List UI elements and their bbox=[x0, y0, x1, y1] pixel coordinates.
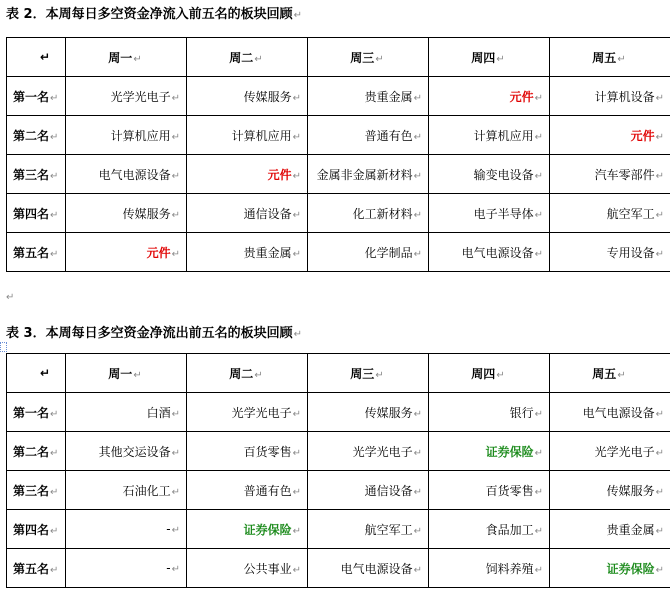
column-header bbox=[308, 354, 429, 393]
sector-name: 白酒 bbox=[146, 405, 171, 420]
sector-cell bbox=[308, 77, 429, 116]
sector-name: 传媒服务 bbox=[364, 405, 413, 420]
sector-cell bbox=[66, 233, 187, 272]
column-header-label: 周五 bbox=[592, 366, 617, 381]
sector-name: 光学光电子 bbox=[352, 444, 413, 459]
sector-cell bbox=[429, 393, 550, 432]
sector-cell bbox=[550, 393, 670, 432]
table3-caption-text: 表 3．本周每日多空资金净流出前五名的板块回顾 bbox=[6, 326, 293, 341]
sector-name: 航空军工 bbox=[364, 522, 413, 537]
sector-cell bbox=[550, 116, 670, 155]
rank-label: 第四名 bbox=[13, 206, 50, 221]
paragraph-mark-icon: ↵ bbox=[413, 447, 422, 459]
sector-cell bbox=[66, 510, 187, 549]
paragraph-mark-icon: ↵ bbox=[171, 564, 180, 575]
paragraph-mark-icon: ↵ bbox=[171, 92, 180, 104]
sector-cell bbox=[550, 471, 670, 510]
column-header-label: 周三 bbox=[350, 366, 375, 381]
sector-cell bbox=[66, 393, 187, 432]
paragraph-mark-icon: ↵ bbox=[293, 329, 302, 340]
rank-cell bbox=[7, 77, 66, 116]
paragraph-mark-icon: ↵ bbox=[534, 447, 543, 459]
sector-cell bbox=[66, 549, 187, 588]
sector-cell bbox=[66, 194, 187, 233]
table-row bbox=[7, 194, 670, 233]
paragraph-mark-icon: ↵ bbox=[655, 486, 664, 498]
paragraph-mark-icon: ↵ bbox=[50, 486, 59, 498]
sector-name: 电子半导体 bbox=[473, 206, 534, 221]
sector-cell bbox=[550, 432, 670, 471]
paragraph-mark-icon: ↵ bbox=[50, 447, 59, 459]
sector-name: 光学光电子 bbox=[110, 89, 171, 104]
paragraph-mark-icon: ↵ bbox=[534, 564, 543, 576]
sector-name: - bbox=[166, 522, 171, 536]
sector-name: 电气电源设备 bbox=[582, 405, 655, 420]
paragraph-mark-icon: ↵ bbox=[413, 525, 422, 537]
paragraph-mark-icon: ↵ bbox=[50, 408, 59, 420]
paragraph-mark-icon: ↵ bbox=[50, 248, 59, 260]
sector-name: 石油化工 bbox=[122, 483, 171, 498]
table2-caption-text: 表 2．本周每日多空资金净流入前五名的板块回顾 bbox=[6, 7, 293, 22]
paragraph-mark-icon: ↵ bbox=[617, 53, 626, 65]
table-row bbox=[7, 432, 670, 471]
outflow-table bbox=[6, 353, 670, 588]
sector-name: 计算机应用 bbox=[473, 128, 534, 143]
sector-cell bbox=[429, 155, 550, 194]
corner-cell: ↵ bbox=[7, 354, 66, 393]
column-header bbox=[187, 38, 308, 77]
paragraph-mark-icon: ↵ bbox=[171, 447, 180, 459]
paragraph-mark-icon: ↵ bbox=[171, 248, 180, 260]
paragraph-mark-icon: ↵ bbox=[534, 248, 543, 260]
paragraph-mark-icon: ↵ bbox=[50, 170, 59, 182]
column-header bbox=[66, 38, 187, 77]
sector-cell bbox=[66, 155, 187, 194]
sector-name: 贵重金属 bbox=[243, 245, 292, 260]
column-header-label: 周二 bbox=[229, 50, 254, 65]
paragraph-mark-icon: ↵ bbox=[292, 170, 301, 182]
sector-cell bbox=[308, 233, 429, 272]
paragraph-mark-icon: ↵ bbox=[655, 447, 664, 459]
sector-cell bbox=[308, 471, 429, 510]
paragraph-mark-icon: ↵ bbox=[50, 92, 59, 104]
column-header bbox=[429, 354, 550, 393]
paragraph-mark-icon: ↵ bbox=[50, 131, 59, 143]
sector-name: 航空军工 bbox=[606, 206, 655, 221]
sector-name: 其他交运设备 bbox=[98, 444, 171, 459]
column-header-label: 周四 bbox=[471, 366, 496, 381]
table-row bbox=[7, 155, 670, 194]
sector-name: 汽车零部件 bbox=[594, 167, 655, 182]
column-header-label: 周一 bbox=[108, 50, 133, 65]
paragraph-mark-icon: ↵ bbox=[534, 209, 543, 221]
paragraph-mark-icon: ↵ bbox=[292, 525, 301, 537]
sector-cell bbox=[429, 233, 550, 272]
rank-label: 第二名 bbox=[13, 444, 50, 459]
sector-cell bbox=[550, 549, 670, 588]
rank-label: 第二名 bbox=[13, 128, 50, 143]
paragraph-mark-icon: ↵ bbox=[534, 525, 543, 537]
sector-name: 元件 bbox=[267, 167, 292, 182]
sector-name: 普通有色 bbox=[243, 483, 292, 498]
sector-cell bbox=[550, 77, 670, 116]
column-header-label: 周二 bbox=[229, 366, 254, 381]
paragraph-mark-icon: ↵ bbox=[534, 92, 543, 104]
rank-cell bbox=[7, 233, 66, 272]
paragraph-mark-icon: ↵ bbox=[171, 209, 180, 221]
sector-cell bbox=[550, 194, 670, 233]
table-row bbox=[7, 510, 670, 549]
sector-name: 计算机设备 bbox=[594, 89, 655, 104]
paragraph-mark-icon: ↵ bbox=[292, 248, 301, 260]
rank-label: 第四名 bbox=[13, 522, 50, 537]
column-header-label: 周五 bbox=[592, 50, 617, 65]
sector-name: 证券保险 bbox=[606, 561, 655, 576]
sector-name: 计算机应用 bbox=[231, 128, 292, 143]
sector-name: 通信设备 bbox=[364, 483, 413, 498]
paragraph-mark-icon: ↵ bbox=[496, 369, 505, 381]
paragraph-mark-icon: ↵ bbox=[655, 525, 664, 537]
column-header bbox=[308, 38, 429, 77]
sector-name: 通信设备 bbox=[243, 206, 292, 221]
sector-name: 元件 bbox=[146, 245, 171, 260]
sector-name: 百货零售 bbox=[243, 444, 292, 459]
sector-cell bbox=[308, 510, 429, 549]
sector-cell bbox=[187, 549, 308, 588]
sector-cell bbox=[550, 155, 670, 194]
sector-cell bbox=[187, 233, 308, 272]
paragraph-mark-icon: ↵ bbox=[171, 170, 180, 182]
rank-label: 第一名 bbox=[13, 89, 50, 104]
paragraph-mark-icon: ↵ bbox=[655, 248, 664, 260]
table-anchor-icon bbox=[0, 342, 7, 352]
sector-cell bbox=[187, 77, 308, 116]
paragraph-mark-icon: ↵ bbox=[617, 369, 626, 381]
paragraph-mark-icon: ↵ bbox=[50, 564, 59, 576]
sector-cell bbox=[187, 393, 308, 432]
paragraph-mark-icon: ↵ bbox=[171, 408, 180, 420]
column-header-label: 周四 bbox=[471, 50, 496, 65]
column-header-label: 周三 bbox=[350, 50, 375, 65]
paragraph-mark-icon: ↵ bbox=[292, 486, 301, 498]
paragraph-mark-icon: ↵ bbox=[413, 131, 422, 143]
sector-name: 元件 bbox=[630, 128, 655, 143]
rank-cell bbox=[7, 432, 66, 471]
paragraph-mark-icon: ↵ bbox=[413, 209, 422, 221]
column-header bbox=[550, 38, 670, 77]
sector-name: 专用设备 bbox=[606, 245, 655, 260]
rank-label: 第三名 bbox=[13, 483, 50, 498]
paragraph-mark-icon: ↵ bbox=[375, 369, 384, 381]
rank-cell bbox=[7, 194, 66, 233]
rank-cell bbox=[7, 471, 66, 510]
sector-name: 光学光电子 bbox=[231, 405, 292, 420]
sector-name: 传媒服务 bbox=[243, 89, 292, 104]
paragraph-mark-icon: ↵ bbox=[6, 292, 15, 303]
sector-cell bbox=[429, 432, 550, 471]
table2-caption bbox=[6, 6, 302, 25]
paragraph-mark-icon: ↵ bbox=[413, 564, 422, 576]
paragraph-mark-icon: ↵ bbox=[413, 486, 422, 498]
paragraph-mark-icon: ↵ bbox=[375, 53, 384, 65]
rank-cell bbox=[7, 510, 66, 549]
paragraph-mark-icon: ↵ bbox=[292, 209, 301, 221]
table-row bbox=[7, 393, 670, 432]
paragraph-mark-icon: ↵ bbox=[413, 92, 422, 104]
sector-name: 百货零售 bbox=[485, 483, 534, 498]
header-row bbox=[7, 354, 670, 393]
sector-cell bbox=[308, 116, 429, 155]
sector-cell bbox=[187, 194, 308, 233]
sector-name: 传媒服务 bbox=[122, 206, 171, 221]
paragraph-mark-icon: ↵ bbox=[655, 564, 664, 576]
sector-name: 电气电源设备 bbox=[98, 167, 171, 182]
sector-name: 银行 bbox=[509, 405, 534, 420]
rank-cell bbox=[7, 549, 66, 588]
column-header bbox=[187, 354, 308, 393]
inflow-table bbox=[6, 37, 670, 272]
paragraph-mark-icon: ↵ bbox=[413, 408, 422, 420]
paragraph-mark-icon: ↵ bbox=[292, 447, 301, 459]
sector-name: 化工新材料 bbox=[352, 206, 413, 221]
paragraph-mark-icon: ↵ bbox=[534, 486, 543, 498]
sector-name: 元件 bbox=[509, 89, 534, 104]
sector-cell bbox=[429, 510, 550, 549]
sector-name: 食品加工 bbox=[485, 522, 534, 537]
paragraph-mark-icon: ↵ bbox=[50, 209, 59, 221]
sector-cell bbox=[66, 432, 187, 471]
sector-name: 化学制品 bbox=[364, 245, 413, 260]
paragraph-mark-icon: ↵ bbox=[292, 564, 301, 576]
column-header bbox=[550, 354, 670, 393]
paragraph-mark-icon: ↵ bbox=[534, 408, 543, 420]
paragraph-mark-icon: ↵ bbox=[171, 131, 180, 143]
paragraph-mark-icon: ↵ bbox=[496, 53, 505, 65]
sector-name: 光学光电子 bbox=[594, 444, 655, 459]
table-row bbox=[7, 77, 670, 116]
sector-cell bbox=[66, 77, 187, 116]
rank-label: 第五名 bbox=[13, 245, 50, 260]
paragraph-mark-icon: ↵ bbox=[534, 131, 543, 143]
rank-label: 第一名 bbox=[13, 405, 50, 420]
paragraph-mark-icon: ↵ bbox=[534, 170, 543, 182]
sector-name: 电气电源设备 bbox=[340, 561, 413, 576]
paragraph-mark-icon: ↵ bbox=[655, 209, 664, 221]
sector-cell bbox=[308, 393, 429, 432]
paragraph-mark-icon: ↵ bbox=[655, 408, 664, 420]
paragraph-mark-icon: ↵ bbox=[254, 53, 263, 65]
table3-caption bbox=[6, 325, 302, 344]
sector-cell bbox=[429, 471, 550, 510]
sector-cell bbox=[550, 233, 670, 272]
sector-name: 贵重金属 bbox=[364, 89, 413, 104]
rank-label: 第五名 bbox=[13, 561, 50, 576]
paragraph-mark-icon: ↵ bbox=[655, 170, 664, 182]
paragraph-mark-icon: ↵ bbox=[655, 92, 664, 104]
sector-cell bbox=[187, 116, 308, 155]
sector-cell bbox=[187, 471, 308, 510]
sector-cell bbox=[308, 549, 429, 588]
paragraph-mark-icon: ↵ bbox=[655, 131, 664, 143]
sector-cell bbox=[308, 432, 429, 471]
paragraph-mark-icon: ↵ bbox=[292, 92, 301, 104]
sector-name: 饲料养殖 bbox=[485, 561, 534, 576]
sector-cell bbox=[187, 432, 308, 471]
paragraph-mark-icon: ↵ bbox=[293, 10, 302, 21]
sector-name: 证券保险 bbox=[243, 522, 292, 537]
header-row bbox=[7, 38, 670, 77]
sector-cell bbox=[429, 549, 550, 588]
rank-label: 第三名 bbox=[13, 167, 50, 182]
paragraph-mark-icon: ↵ bbox=[50, 525, 59, 537]
table-row bbox=[7, 233, 670, 272]
column-header-label: 周一 bbox=[108, 366, 133, 381]
table-row bbox=[7, 116, 670, 155]
rank-cell bbox=[7, 155, 66, 194]
paragraph-mark-icon: ↵ bbox=[292, 408, 301, 420]
sector-cell bbox=[429, 194, 550, 233]
sector-cell bbox=[550, 510, 670, 549]
paragraph-mark-icon: ↵ bbox=[171, 486, 180, 498]
paragraph-mark-icon: ↵ bbox=[133, 369, 142, 381]
sector-cell bbox=[308, 155, 429, 194]
column-header bbox=[66, 354, 187, 393]
corner-cell: ↵ bbox=[7, 38, 66, 77]
sector-cell bbox=[66, 116, 187, 155]
table-row bbox=[7, 549, 670, 588]
paragraph-mark-icon: ↵ bbox=[292, 131, 301, 143]
sector-cell bbox=[187, 155, 308, 194]
sector-name: 传媒服务 bbox=[606, 483, 655, 498]
sector-cell bbox=[429, 116, 550, 155]
sector-cell bbox=[308, 194, 429, 233]
sector-name: 证券保险 bbox=[485, 444, 534, 459]
sector-name: 输变电设备 bbox=[473, 167, 534, 182]
paragraph-mark-icon: ↵ bbox=[133, 53, 142, 65]
sector-cell bbox=[429, 77, 550, 116]
paragraph-mark-icon: ↵ bbox=[171, 525, 180, 536]
sector-name: 金属非金属新材料 bbox=[316, 167, 413, 182]
sector-name: 贵重金属 bbox=[606, 522, 655, 537]
column-header bbox=[429, 38, 550, 77]
rank-cell bbox=[7, 393, 66, 432]
paragraph-mark-icon: ↵ bbox=[254, 369, 263, 381]
table-row bbox=[7, 471, 670, 510]
rank-cell bbox=[7, 116, 66, 155]
sector-name: - bbox=[166, 561, 171, 575]
paragraph-mark-icon: ↵ bbox=[413, 248, 422, 260]
sector-name: 计算机应用 bbox=[110, 128, 171, 143]
sector-name: 公共事业 bbox=[243, 561, 292, 576]
sector-cell bbox=[187, 510, 308, 549]
sector-cell bbox=[66, 471, 187, 510]
sector-name: 电气电源设备 bbox=[461, 245, 534, 260]
paragraph-mark-icon: ↵ bbox=[413, 170, 422, 182]
sector-name: 普通有色 bbox=[364, 128, 413, 143]
